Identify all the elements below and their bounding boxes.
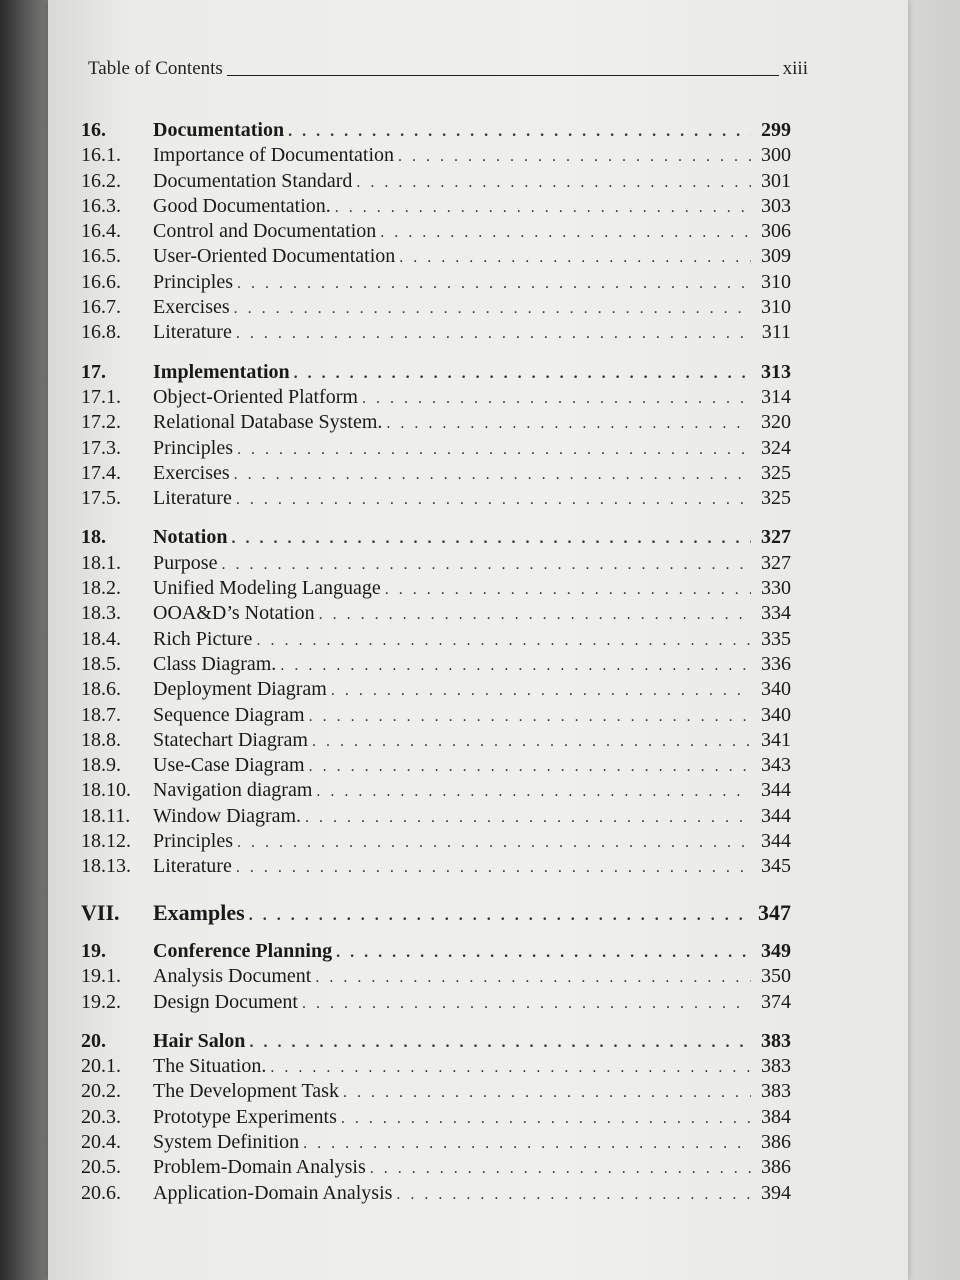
dot-leader xyxy=(237,830,751,855)
entry-page-number: 325 xyxy=(761,487,791,510)
dot-leader xyxy=(302,991,751,1016)
dot-leader xyxy=(294,361,751,386)
entry-number: 19. xyxy=(81,939,106,962)
entry-page-number: 303 xyxy=(761,194,791,217)
dot-leader xyxy=(399,245,751,270)
section-entry xyxy=(81,652,791,677)
entry-title: Good Documentation. xyxy=(153,194,331,217)
entry-page-number: 345 xyxy=(761,855,791,878)
entry-number: 16.5. xyxy=(81,245,121,268)
entry-title: Problem-Domain Analysis xyxy=(153,1156,366,1179)
entry-title: Object-Oriented Platform xyxy=(153,385,358,408)
entry-title: Notation xyxy=(153,526,228,549)
entry-title: Use-Case Diagram xyxy=(153,754,305,777)
entry-number: 20.2. xyxy=(81,1080,121,1103)
dot-leader xyxy=(234,296,751,321)
entry-number: 20.5. xyxy=(81,1156,121,1179)
entry-title: Principles xyxy=(153,270,233,293)
entry-title: Principles xyxy=(153,436,233,459)
dot-leader xyxy=(331,678,751,703)
entry-number: 19.2. xyxy=(81,990,121,1013)
entry-number: 18.4. xyxy=(81,627,121,650)
entry-page-number: 344 xyxy=(761,830,791,853)
entry-page-number: 314 xyxy=(761,385,791,408)
chapter-entry xyxy=(81,939,791,964)
dot-leader xyxy=(385,577,751,602)
entry-number: 16.7. xyxy=(81,296,121,319)
entry-page-number: 334 xyxy=(761,602,791,625)
entry-title: Application-Domain Analysis xyxy=(153,1181,393,1204)
entry-number: 16.6. xyxy=(81,270,121,293)
entry-number: VII. xyxy=(81,899,120,925)
entry-page-number: 299 xyxy=(761,119,791,141)
entry-title: OOA&D’s Notation xyxy=(153,602,315,625)
entry-title: Relational Database System. xyxy=(153,411,383,434)
dot-leader xyxy=(231,526,751,551)
entry-number: 18.6. xyxy=(81,678,121,701)
entry-title: Documentation xyxy=(153,119,285,141)
entry-page-number: 394 xyxy=(761,1181,791,1204)
entry-title: Unified Modeling Language xyxy=(153,577,381,600)
dot-leader xyxy=(380,220,751,245)
dot-leader xyxy=(280,653,751,678)
dot-leader xyxy=(249,1030,751,1055)
entry-title: User-Oriented Documentation xyxy=(153,245,396,268)
entry-number: 17.4. xyxy=(81,461,121,484)
header-rule xyxy=(227,75,779,76)
entry-title: Analysis Document xyxy=(153,965,312,988)
dot-leader xyxy=(236,487,751,512)
entry-number: 17.1. xyxy=(81,385,121,408)
entry-title: Deployment Diagram xyxy=(153,678,327,701)
dot-leader xyxy=(236,321,751,346)
dot-leader xyxy=(221,552,751,577)
chapter-entry xyxy=(81,118,791,143)
entry-number: 18.12. xyxy=(81,830,131,853)
section-entry xyxy=(81,385,791,410)
entry-page-number: 324 xyxy=(761,436,791,459)
entry-page-number: 344 xyxy=(761,804,791,827)
table-of-contents xyxy=(81,104,791,1206)
section-entry xyxy=(81,461,791,486)
entry-page-number: 336 xyxy=(761,652,791,675)
entry-page-number: 349 xyxy=(761,939,791,962)
dot-leader xyxy=(398,144,751,169)
entry-title: Rich Picture xyxy=(153,627,253,650)
section-entry xyxy=(81,778,791,803)
entry-number: 18.8. xyxy=(81,728,121,751)
dot-leader xyxy=(335,195,751,220)
dot-leader xyxy=(249,903,751,928)
section-entry xyxy=(81,804,791,829)
section-entry xyxy=(81,436,791,461)
dot-leader xyxy=(236,855,751,880)
running-header xyxy=(88,52,808,80)
entry-title: Sequence Diagram xyxy=(153,703,305,726)
dot-leader xyxy=(341,1106,751,1131)
entry-title: Design Document xyxy=(153,990,298,1013)
entry-page-number: 310 xyxy=(761,296,791,319)
entry-page-number: 383 xyxy=(761,1055,791,1078)
section-entry xyxy=(81,1054,791,1079)
entry-number: 18.11. xyxy=(81,804,131,827)
entry-number: 18.2. xyxy=(81,577,121,600)
entry-title: Navigation diagram xyxy=(153,779,313,802)
entry-page-number: 350 xyxy=(761,965,791,988)
entry-page-number: 374 xyxy=(761,990,791,1013)
entry-number: 17.2. xyxy=(81,411,121,434)
section-entry xyxy=(81,964,791,989)
entry-number: 20. xyxy=(81,1029,106,1052)
entry-number: 18. xyxy=(81,526,106,549)
entry-title: Importance of Documentation xyxy=(153,144,395,167)
entry-number: 19.1. xyxy=(81,965,121,988)
dot-leader xyxy=(336,940,751,965)
section-entry xyxy=(81,1130,791,1155)
entry-number: 18.10. xyxy=(81,779,131,802)
entry-title: Examples xyxy=(153,899,245,925)
entry-page-number: 313 xyxy=(761,360,791,383)
entry-page-number: 383 xyxy=(761,1080,791,1103)
section-entry xyxy=(81,169,791,194)
entry-page-number: 386 xyxy=(761,1156,791,1179)
entry-number: 17.3. xyxy=(81,436,121,459)
dot-leader xyxy=(309,704,751,729)
section-entry xyxy=(81,219,791,244)
header-title: Table of Contents xyxy=(88,58,223,79)
section-entry xyxy=(81,829,791,854)
entry-title: Exercises xyxy=(153,461,230,484)
dot-leader xyxy=(288,119,751,144)
entry-page-number: 327 xyxy=(761,526,791,549)
book-page xyxy=(48,0,908,1280)
entry-page-number: 386 xyxy=(761,1130,791,1153)
entry-number: 18.3. xyxy=(81,602,121,625)
entry-title: The Development Task xyxy=(153,1080,339,1103)
entry-title: Prototype Experiments xyxy=(153,1105,337,1128)
entry-title: Purpose xyxy=(153,551,218,574)
entry-page-number: 384 xyxy=(761,1105,791,1128)
dot-leader xyxy=(396,1182,751,1207)
entry-title: Hair Salon xyxy=(153,1029,246,1052)
entry-number: 18.9. xyxy=(81,754,121,777)
entry-title: Statechart Diagram xyxy=(153,728,308,751)
chapter-entry xyxy=(81,1029,791,1054)
entry-page-number: 341 xyxy=(761,728,791,751)
dot-leader xyxy=(356,170,751,195)
dot-leader xyxy=(312,729,751,754)
section-entry xyxy=(81,703,791,728)
chapter-entry xyxy=(81,360,791,385)
entry-page-number: 347 xyxy=(758,899,791,925)
entry-page-number: 330 xyxy=(761,577,791,600)
entry-title: Literature xyxy=(153,487,232,510)
entry-title: System Definition xyxy=(153,1130,300,1153)
section-entry xyxy=(81,990,791,1015)
entry-page-number: 327 xyxy=(761,551,791,574)
entry-number: 17.5. xyxy=(81,487,121,510)
entry-title: Exercises xyxy=(153,296,230,319)
dot-leader xyxy=(234,462,751,487)
entry-title: The Situation. xyxy=(153,1055,267,1078)
section-entry xyxy=(81,194,791,219)
entry-page-number: 306 xyxy=(761,220,791,243)
entry-number: 16.3. xyxy=(81,194,121,217)
entry-title: Literature xyxy=(153,855,232,878)
entry-title: Class Diagram. xyxy=(153,652,277,675)
section-entry xyxy=(81,551,791,576)
section-entry xyxy=(81,677,791,702)
entry-page-number: 301 xyxy=(761,169,791,192)
section-entry xyxy=(81,576,791,601)
section-entry xyxy=(81,1155,791,1180)
section-entry xyxy=(81,410,791,435)
entry-number: 18.7. xyxy=(81,703,121,726)
section-entry xyxy=(81,753,791,778)
dot-leader xyxy=(237,437,751,462)
dot-leader xyxy=(343,1080,751,1105)
entry-page-number: 300 xyxy=(761,144,791,167)
dot-leader xyxy=(309,754,751,779)
entry-number: 18.1. xyxy=(81,551,121,574)
dot-leader xyxy=(315,965,751,990)
entry-title: Literature xyxy=(153,321,232,344)
dot-leader xyxy=(319,602,751,627)
section-entry xyxy=(81,728,791,753)
entry-number: 16.2. xyxy=(81,169,121,192)
section-entry xyxy=(81,1105,791,1130)
entry-number: 16.1. xyxy=(81,144,121,167)
entry-number: 17. xyxy=(81,360,106,383)
entry-number: 20.3. xyxy=(81,1105,121,1128)
entry-number: 16.8. xyxy=(81,321,121,344)
dot-leader xyxy=(256,628,751,653)
entry-title: Control and Documentation xyxy=(153,220,377,243)
dot-leader xyxy=(316,779,751,804)
entry-title: Principles xyxy=(153,830,233,853)
section-entry xyxy=(81,1079,791,1104)
entry-number: 16.4. xyxy=(81,220,121,243)
entry-number: 20.6. xyxy=(81,1181,121,1204)
entry-page-number: 383 xyxy=(761,1029,791,1052)
entry-page-number: 340 xyxy=(761,678,791,701)
section-entry xyxy=(81,1181,791,1206)
entry-title: Conference Planning xyxy=(153,939,333,962)
dot-leader xyxy=(362,386,751,411)
dot-leader xyxy=(370,1156,751,1181)
section-entry xyxy=(81,143,791,168)
dot-leader xyxy=(237,271,751,296)
section-entry xyxy=(81,295,791,320)
entry-page-number: 311 xyxy=(761,321,791,344)
entry-page-number: 343 xyxy=(761,754,791,777)
section-entry xyxy=(81,601,791,626)
entry-page-number: 309 xyxy=(761,245,791,268)
entry-page-number: 335 xyxy=(761,627,791,650)
dot-leader xyxy=(305,805,751,830)
entry-page-number: 310 xyxy=(761,270,791,293)
entry-title: Window Diagram. xyxy=(153,804,302,827)
entry-number: 20.1. xyxy=(81,1055,121,1078)
section-entry xyxy=(81,486,791,511)
entry-page-number: 340 xyxy=(761,703,791,726)
entry-page-number: 320 xyxy=(761,411,791,434)
entry-number: 20.4. xyxy=(81,1130,121,1153)
section-entry xyxy=(81,270,791,295)
header-page-number: xiii xyxy=(782,58,808,79)
section-entry xyxy=(81,244,791,269)
entry-title: Implementation xyxy=(153,360,290,383)
section-entry xyxy=(81,627,791,652)
dot-leader xyxy=(270,1055,751,1080)
entry-number: 16. xyxy=(81,119,106,141)
section-entry xyxy=(81,854,791,879)
entry-number: 18.5. xyxy=(81,652,121,675)
part-entry xyxy=(81,900,791,925)
section-entry xyxy=(81,320,791,345)
dot-leader xyxy=(386,411,751,436)
chapter-entry xyxy=(81,525,791,550)
entry-page-number: 325 xyxy=(761,461,791,484)
entry-number: 18.13. xyxy=(81,855,131,878)
entry-title: Documentation Standard xyxy=(153,169,353,192)
entry-page-number: 344 xyxy=(761,779,791,802)
dot-leader xyxy=(303,1131,751,1156)
